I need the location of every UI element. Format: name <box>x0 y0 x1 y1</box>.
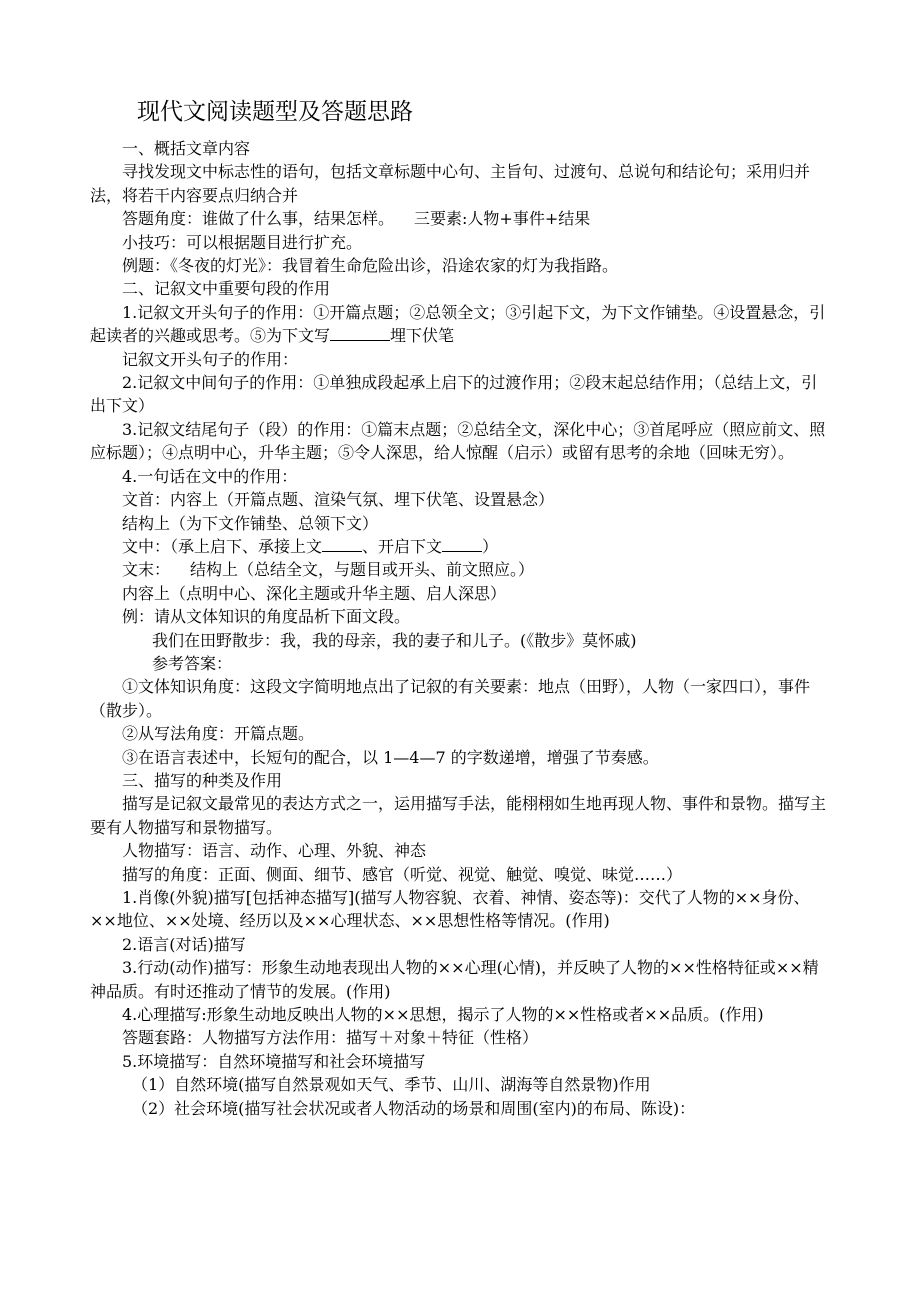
paragraph: 4.一句话在文中的作用： <box>122 466 298 486</box>
paragraph: 5.环境描写：自然环境描写和社会环境描写 <box>122 1051 426 1071</box>
text-span: ） <box>482 536 499 556</box>
paragraph <box>90 301 832 348</box>
paragraph: （2）社会环境(描写社会状况或者人物活动的场景和周围(室内)的布局、陈设)： <box>132 1098 696 1118</box>
paragraph: 描写的角度：正面、侧面、细节、感官（听觉、视觉、触觉、嗅觉、味觉……） <box>122 864 683 884</box>
paragraph: 4.心理描写:形象生动地反映出人物的××思想，揭示了人物的××性格或者××品质。(作用) <box>122 1005 764 1025</box>
paragraph: 内容上（点明中心、深化主题或升华主题、启人深思） <box>122 583 507 603</box>
paragraph: 记叙文开头句子的作用： <box>122 349 299 369</box>
section-heading-1: 一、概括文章内容 <box>122 139 251 158</box>
paragraph: 3.行动(动作)描写：形象生动地表现出人物的××心理(心情)，并反映了人物的××性格特征或××精神品质。有时还推动了情节的发展。(作用) <box>90 958 819 1001</box>
blank-underline <box>322 537 362 552</box>
paragraph: ②从写法角度：开篇点题。 <box>122 724 315 744</box>
section-heading-3: 三、描写的种类及作用 <box>122 770 283 790</box>
blank-underline <box>330 326 390 341</box>
paragraph: 例：请从文体知识的角度品析下面文段。 <box>122 607 411 627</box>
paragraph <box>90 207 832 230</box>
paragraph: 人物描写：语言、动作、心理、外貌、神态 <box>122 841 427 861</box>
paragraph: 小技巧：可以根据题目进行扩充。 <box>122 232 363 252</box>
text-span: 三要素:人物+事件+结果 <box>414 209 591 229</box>
paragraph <box>90 558 832 581</box>
text-span: 结构上（总结全文，与题目或开头、前文照应。） <box>190 560 535 580</box>
paragraph: 答题套路：人物描写方法作用：描写＋对象＋特征（性格） <box>122 1028 539 1048</box>
paragraph: 2.语言(对话)描写 <box>122 934 246 954</box>
paragraph: 3.记叙文结尾句子（段）的作用：①篇末点题；②总结全文，深化中心；③首尾呼应（照应前文、照应标题）；④点明中心，升华主题；⑤令人深思，给人惊醒（启示）或留有思考的余地（回味无穷）。 <box>90 419 826 463</box>
paragraph: 文首：内容上（开篇点题、渲染气氛、埋下伏笔、设置悬念） <box>122 490 555 510</box>
paragraph: （1）自然环境(描写自然景观如天气、季节、山川、湖海等自然景物)作用 <box>132 1075 651 1095</box>
paragraph: 我们在田野散步：我，我的母亲，我的妻子和儿子。(《散步》莫怀戚) <box>152 630 637 650</box>
section-heading-2: 二、记叙文中重要句段的作用 <box>122 279 331 299</box>
paragraph: 例题：《冬夜的灯光》：我冒着生命危险出诊，沿途农家的灯为我指路。 <box>122 256 619 276</box>
paragraph: 结构上（为下文作铺垫、总领下文） <box>122 513 379 533</box>
text-span: 、开启下文 <box>362 536 443 556</box>
paragraph: 描写是记叙文最常见的表达方式之一，运用描写手法，能栩栩如生地再现人物、事件和景物。描写主要有人物描写和景物描写。 <box>90 794 827 837</box>
paragraph: 参考答案： <box>152 653 233 673</box>
blank-underline <box>442 537 482 552</box>
paragraph: 2.记叙文中间句子的作用：①单独成段起承上启下的过渡作用；②段末起总结作用；（总结上文，引出下文） <box>90 373 818 416</box>
text-span: 答题角度：谁做了什么事，结果怎样。 <box>122 209 395 229</box>
paragraph: ①文体知识角度：这段文字简明地点出了记叙的有关要素：地点（田野），人物（一家四口），事件（散步）。 <box>90 677 811 720</box>
document-title: 现代文阅读题型及答题思路 <box>137 99 413 125</box>
paragraph: 1.肖像(外貌)描写[包括神态描写](描写人物容貌、衣着、神情、姿态等)：交代了人物的××身份、××地位、××处境、经历以及××心理状态、××思想性格等情况。(作用) <box>90 888 810 931</box>
paragraph <box>90 535 832 558</box>
text-span: 埋下伏笔 <box>390 326 455 346</box>
paragraph: 寻找发现文中标志性的语句，包括文章标题中心句、主旨句、过渡句、总说句和结论句；采用归并法，将若干内容要点归纳合并 <box>90 162 811 205</box>
text-span: 1.记叙文开头句子的作用：①开篇点题；②总领全文；③引起下文，为下文作铺垫。④设置悬念，引起读者的兴趣或思考。⑤为下文写 <box>90 302 826 346</box>
document-body <box>90 137 832 1120</box>
text-span: 文末： <box>122 560 171 580</box>
paragraph: ③在语言表述中，长短句的配合，以 1—4—7 的字数递增，增强了节奏感。 <box>122 747 659 767</box>
text-span: 文中：（承上启下、承接上文 <box>122 536 323 556</box>
